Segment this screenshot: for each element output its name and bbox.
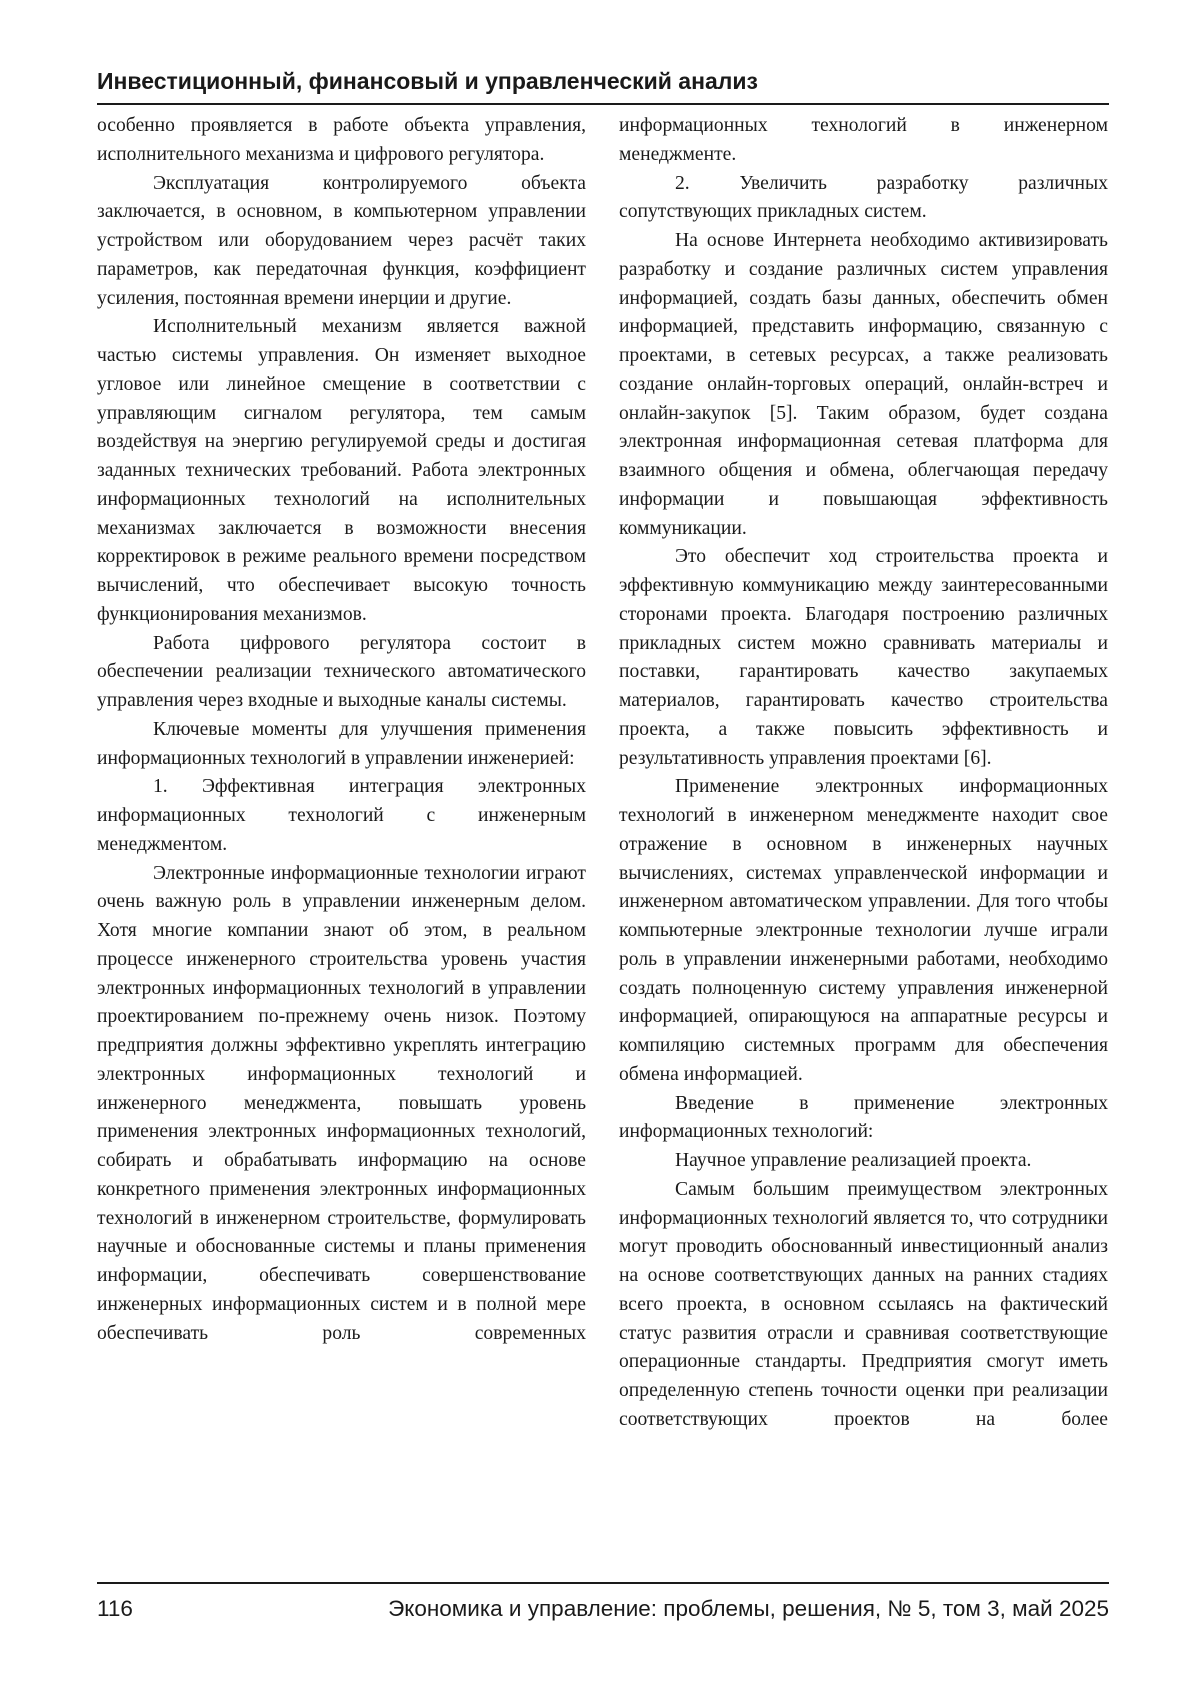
- list-item: 1. Эффективная интеграция электронных информационных технологий с инженерным менеджментом.: [97, 776, 586, 855]
- paragraph: Электронные информационные технологии играют очень важную роль в управлении инженерным делом. Хотя многие компании знают об этом, в реальном процессе инженерного строительства уровень участия электронных информационных технологий в управлении проектированием по-прежнему очень низок. Поэтому предприятия должны эффективно укреплять интеграцию электронных информационных технологий и инженерного менеджмента, повышать уровень применения электронных информационных технологий, собирать и обрабатывать информацию на основе конкретного применения электронных информационных технологий в инженерном строительстве, формулировать научные и обоснованные системы и планы применения информации, обеспечивать совершенствование инженерных информационных систем и в полной мере обеспечивать роль современных: [97, 862, 586, 1344]
- paragraph: Самым большим преимуществом электронных информационных технологий является то, что сотрудники могут проводить обоснованный инвестиционный анализ на основе соответствующих данных на ранних стадиях всего проекта, в основном ссылаясь на фактический статус развития отрасли и сравнивая соответствующие операционные стандарты. Предприятия смогут иметь определенную степень точности оценки при реализации соответствующих проектов на более: [619, 1178, 1108, 1430]
- paragraph: На основе Интернета необходимо активизировать разработку и создание различных систем управления информацией, создать базы данных, обеспечить обмен информацией, представить информацию, связанную с проектами, в сетевых ресурсах, а также реализовать создание онлайн-торговых операций, онлайн-встреч и онлайн-закупок [5]. Таким образом, будет создана электронная информационная сетевая платформа для взаимного общения и обмена, облегчающая передачу информации и повышающая эффективность коммуникации.: [619, 230, 1108, 539]
- header-rule: [97, 103, 1109, 105]
- page-number: 116: [97, 1596, 133, 1621]
- paragraph: особенно проявляется в работе объекта управления, исполнительного механизма и цифрового регулятора.: [97, 115, 586, 165]
- paragraph: Это обеспечит ход строительства проекта и эффективную коммуникацию между заинтересованными сторонами проекта. Благодаря построению различных прикладных систем можно сравнивать материалы и поставки, гарантировать качество закупаемых материалов, гарантировать качество строительства проекта, а также повысить эффективность и результативность управления проектами [6].: [619, 546, 1108, 769]
- paragraph: Исполнительный механизм является важной частью системы управления. Он изменяет выходное угловое или линейное смещение в соответствии с управляющим сигналом регулятора, тем самым воздействуя на энергию регулируемой среды и достигая заданных технических требований. Работа электронных информационных технологий на исполнительных механизмах заключается в возможности внесения корректировок в режиме реального времени посредством вычислений, что обеспечивает высокую точность функционирования механизмов.: [97, 316, 586, 625]
- paragraph: Эксплуатация контролируемого объекта заключается, в основном, в компьютерном управлении устройством или оборудованием через расчёт таких параметров, как передаточная функция, коэффициент усиления, постоянная времени инерции и другие.: [97, 172, 586, 309]
- list-item: 2. Увеличить разработку различных сопутствующих прикладных систем.: [619, 172, 1108, 223]
- right-column: [619, 112, 1108, 1435]
- paragraph: Введение в применение электронных информационных технологий:: [619, 1092, 1108, 1143]
- paragraph: Работа цифрового регулятора состоит в обеспечении реализации технического автоматического управления через входные и выходные каналы системы.: [97, 632, 586, 711]
- running-header: Инвестиционный, финансовый и управленческий анализ: [97, 68, 758, 94]
- journal-citation: Экономика и управление: проблемы, решения, № 5, том 3, май 2025: [388, 1596, 1109, 1621]
- footer-rule: [97, 1582, 1109, 1584]
- paragraph: информационных технологий в инженерном менеджменте.: [619, 115, 1108, 165]
- subheading: Научное управление реализацией проекта.: [675, 1150, 1032, 1171]
- left-column: [97, 112, 586, 1348]
- paragraph: Ключевые моменты для улучшения применения информационных технологий в управлении инженерией:: [97, 718, 586, 769]
- paragraph: Применение электронных информационных технологий в инженерном менеджменте находит свое отражение в основном в инженерных научных вычислениях, системах управленческой информации и инженерном автоматическом управлении. Для того чтобы компьютерные электронные технологии лучше играли роль в управлении инженерными работами, необходимо создать полноценную систему управления инженерной информацией, опирающуюся на аппаратные ресурсы и компиляцию системных программ для обеспечения обмена информацией.: [619, 776, 1108, 1085]
